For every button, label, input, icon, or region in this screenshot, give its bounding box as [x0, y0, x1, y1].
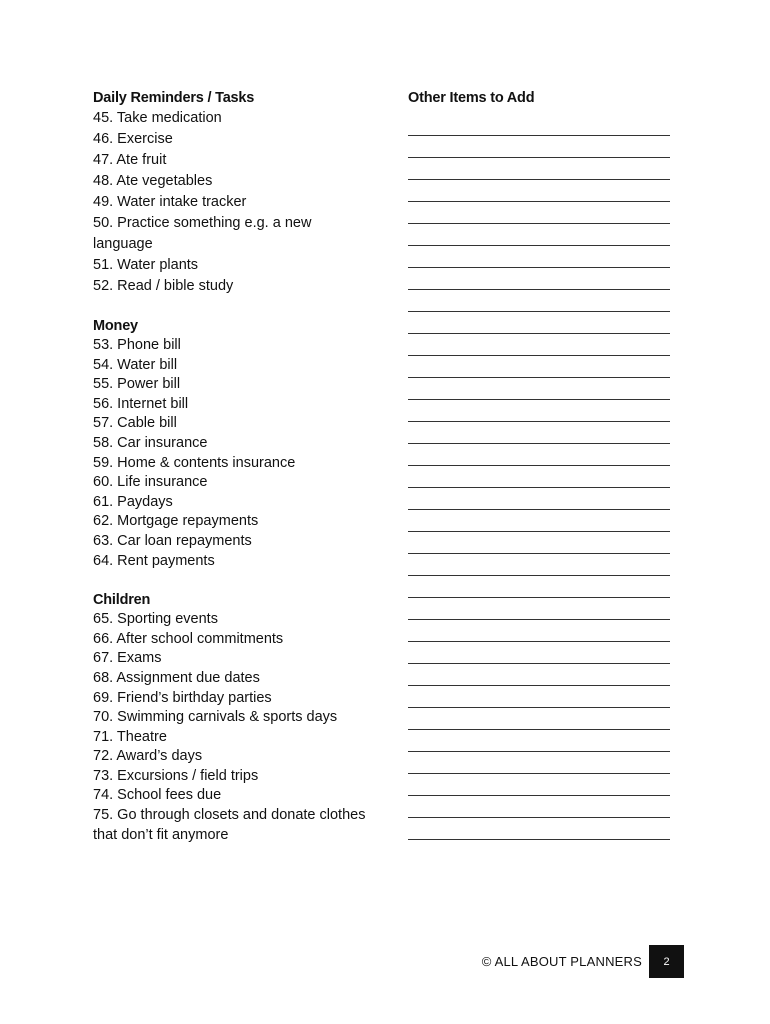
- writing-line[interactable]: [408, 598, 670, 620]
- list-item: 53. Phone bill: [93, 337, 181, 353]
- writing-line[interactable]: [408, 114, 670, 136]
- writing-lines: [408, 114, 670, 840]
- writing-line[interactable]: [408, 774, 670, 796]
- list-item: 45. Take medication: [93, 110, 222, 126]
- daily-reminders-heading: Daily Reminders / Tasks: [93, 90, 255, 106]
- writing-line[interactable]: [408, 202, 670, 224]
- daily-reminders-list: [93, 108, 368, 297]
- footer-brand: © ALL ABOUT PLANNERS: [481, 954, 642, 969]
- writing-line[interactable]: [408, 818, 670, 840]
- money-heading: Money: [93, 318, 138, 334]
- writing-line[interactable]: [408, 246, 670, 268]
- list-item: 75. Go through closets and donate clothes that don’t fit anymore: [93, 807, 366, 843]
- list-item: 54. Water bill: [93, 356, 178, 373]
- writing-line[interactable]: [408, 708, 670, 730]
- list-item: 74. School fees due: [93, 787, 222, 804]
- writing-line[interactable]: [408, 532, 670, 554]
- writing-line[interactable]: [408, 796, 670, 818]
- children-heading: Children: [93, 592, 151, 609]
- list-item: 65. Sporting events: [93, 611, 218, 628]
- list-item: 56. Internet bill: [93, 395, 189, 412]
- writing-line[interactable]: [408, 642, 670, 664]
- list-item: 71. Theatre: [93, 728, 167, 745]
- writing-line[interactable]: [408, 620, 670, 642]
- right-column: [408, 88, 670, 840]
- page-footer: [0, 945, 770, 978]
- list-item: 72. Award’s days: [93, 748, 203, 765]
- writing-line[interactable]: [408, 136, 670, 158]
- list-item: 70. Swimming carnivals & sports days: [93, 709, 338, 726]
- writing-line[interactable]: [408, 312, 670, 334]
- list-item: 58. Car insurance: [93, 434, 208, 451]
- list-item: 59. Home & contents insurance: [93, 454, 296, 471]
- list-item: 62. Mortgage repayments: [93, 513, 259, 530]
- list-item: 67. Exams: [93, 650, 162, 667]
- writing-line[interactable]: [408, 554, 670, 576]
- list-item: 50. Practice something e.g. a new language: [93, 215, 312, 252]
- list-item: 55. Power bill: [93, 376, 181, 393]
- list-item: 64. Rent payments: [93, 552, 215, 569]
- writing-line[interactable]: [408, 268, 670, 290]
- list-item: 60. Life insurance: [93, 474, 208, 491]
- list-item: 73. Excursions / field trips: [93, 767, 259, 784]
- writing-line[interactable]: [408, 686, 670, 708]
- writing-line[interactable]: [408, 378, 670, 400]
- writing-line[interactable]: [408, 664, 670, 686]
- list-item: 69. Friend’s birthday parties: [93, 689, 272, 706]
- list-item: 51. Water plants: [93, 257, 199, 273]
- writing-line[interactable]: [408, 730, 670, 752]
- writing-line[interactable]: [408, 400, 670, 422]
- page-number-badge: [649, 945, 684, 978]
- list-item: 46. Exercise: [93, 131, 173, 147]
- writing-line[interactable]: [408, 224, 670, 246]
- writing-line[interactable]: [408, 488, 670, 510]
- list-item: 63. Car loan repayments: [93, 532, 252, 549]
- list-item: 52. Read / bible study: [93, 278, 234, 294]
- page-number: 2: [663, 955, 670, 968]
- list-item: 57. Cable bill: [93, 415, 177, 432]
- list-item: 61. Paydays: [93, 493, 173, 510]
- money-list: [93, 336, 368, 571]
- writing-line[interactable]: [408, 752, 670, 774]
- list-item: 49. Water intake tracker: [93, 194, 247, 210]
- other-items-heading: Other Items to Add: [408, 90, 535, 106]
- writing-line[interactable]: [408, 444, 670, 466]
- writing-line[interactable]: [408, 158, 670, 180]
- list-item: 48. Ate vegetables: [93, 173, 213, 189]
- writing-line[interactable]: [408, 466, 670, 488]
- writing-line[interactable]: [408, 334, 670, 356]
- children-list: [93, 610, 368, 845]
- left-column: [93, 88, 368, 845]
- list-item: 47. Ate fruit: [93, 152, 167, 168]
- writing-line[interactable]: [408, 180, 670, 202]
- writing-line[interactable]: [408, 290, 670, 312]
- list-item: 68. Assignment due dates: [93, 669, 260, 686]
- writing-line[interactable]: [408, 576, 670, 598]
- list-item: 66. After school commitments: [93, 630, 284, 647]
- writing-line[interactable]: [408, 356, 670, 378]
- writing-line[interactable]: [408, 422, 670, 444]
- writing-line[interactable]: [408, 510, 670, 532]
